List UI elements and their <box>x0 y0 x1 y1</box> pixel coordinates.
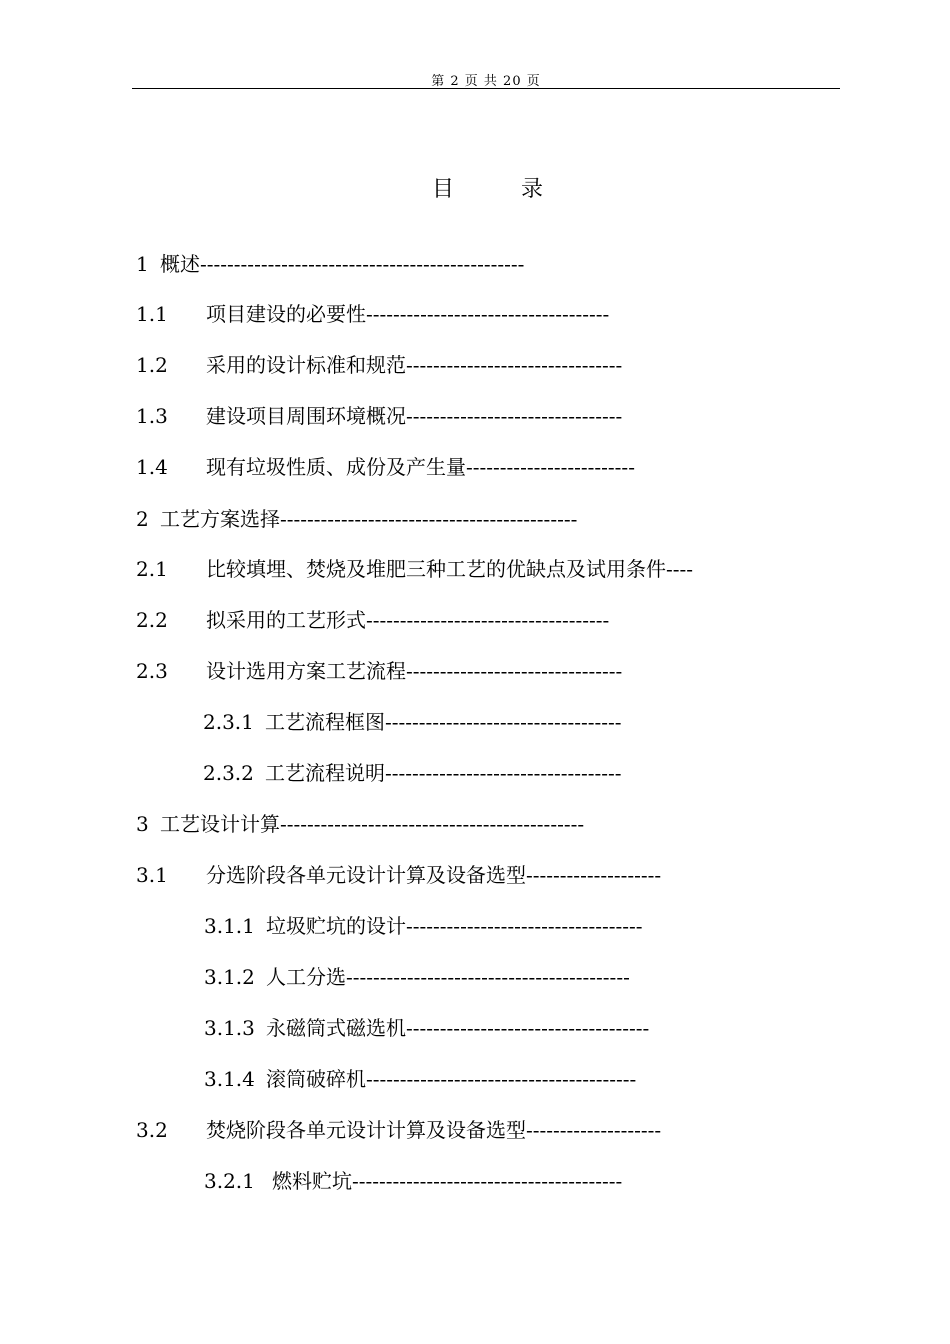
toc-entry-number: 3.1 <box>136 863 168 887</box>
toc-entry-label: 项目建设的必要性 <box>206 302 366 326</box>
toc-entry-3-1-1[interactable] <box>204 914 643 938</box>
toc-entry-number: 3 <box>136 812 149 836</box>
toc-entry-leader: ------------------------------------ <box>366 608 610 632</box>
toc-entry-leader: -------------------------------------------- <box>280 507 578 531</box>
toc-entry-number: 2.1 <box>136 557 168 581</box>
toc-entry-number: 3.1.3 <box>204 1016 255 1040</box>
toc-entry-leader: ---------------------------------------- <box>366 1067 637 1091</box>
toc-entry-leader: ---------------------------------------- <box>352 1169 623 1193</box>
toc-entry-number: 2 <box>136 507 149 531</box>
toc-entry-1-2[interactable] <box>136 353 622 377</box>
toc-entry-label: 焚烧阶段各单元设计计算及设备选型 <box>206 1118 526 1142</box>
toc-entry-number: 2.3.2 <box>203 761 254 785</box>
toc-entry-label: 滚筒破碎机 <box>266 1067 366 1091</box>
toc-entry-leader: ---- <box>666 557 694 581</box>
toc-entry-number: 3.1.2 <box>204 965 255 989</box>
toc-entry-2-3[interactable] <box>136 659 622 683</box>
toc-entry-number: 2.3 <box>136 659 168 683</box>
toc-entry-leader: --------------------------------------------- <box>280 812 585 836</box>
toc-entry-label: 工艺方案选择 <box>160 507 280 531</box>
toc-entry-leader: -------------------------------- <box>406 353 623 377</box>
toc-entry-label: 工艺流程说明 <box>265 761 385 785</box>
toc-entry-label: 垃圾贮坑的设计 <box>266 914 406 938</box>
toc-entry-label: 拟采用的工艺形式 <box>206 608 366 632</box>
toc-entry-leader: ------------------------------------------------ <box>200 252 525 276</box>
toc-entry-2-3-1[interactable] <box>203 710 622 734</box>
toc-entry-number: 1 <box>136 252 149 276</box>
toc-title-left: 目 <box>431 177 454 202</box>
toc-entry-label: 永磁筒式磁选机 <box>266 1016 406 1040</box>
toc-entry-2-2[interactable] <box>136 608 609 632</box>
toc-entry-2-3-2[interactable] <box>203 761 622 785</box>
toc-entry-label: 比较填埋、焚烧及堆肥三种工艺的优缺点及试用条件 <box>206 557 666 581</box>
toc-title-right: 录 <box>521 177 544 202</box>
toc-entry-leader: ------------------------- <box>466 455 635 479</box>
toc-entry-label: 燃料贮坑 <box>272 1169 352 1193</box>
toc-entry-number: 3.1.4 <box>204 1067 255 1091</box>
toc-entry-leader: ----------------------------------- <box>385 761 622 785</box>
toc-entry-leader: ----------------------------------- <box>385 710 622 734</box>
toc-entry-leader: ------------------------------------------ <box>346 965 630 989</box>
toc-entry-label: 概述 <box>160 252 200 276</box>
toc-entry-number: 1.1 <box>136 302 168 326</box>
toc-entry-number: 1.2 <box>136 353 168 377</box>
toc-entry-2[interactable] <box>136 507 577 531</box>
toc-title <box>0 172 950 203</box>
toc-entry-leader: -------------------- <box>526 863 662 887</box>
toc-entry-label: 分选阶段各单元设计计算及设备选型 <box>206 863 526 887</box>
toc-entry-leader: -------------------- <box>526 1118 662 1142</box>
toc-entry-number: 3.1.1 <box>204 914 255 938</box>
toc-entry-1-3[interactable] <box>136 404 622 428</box>
toc-entry-leader: -------------------------------- <box>406 659 623 683</box>
toc-entry-number: 1.4 <box>136 455 168 479</box>
toc-entry-label: 现有垃圾性质、成份及产生量 <box>206 455 466 479</box>
toc-entry-3-2-1[interactable] <box>204 1169 622 1193</box>
toc-entry-1[interactable] <box>136 252 524 276</box>
toc-entry-1-4[interactable] <box>136 455 635 479</box>
toc-entry-3-2[interactable] <box>136 1118 661 1142</box>
toc-entry-number: 1.3 <box>136 404 168 428</box>
toc-entry-number: 2.2 <box>136 608 168 632</box>
toc-entry-3-1[interactable] <box>136 863 661 887</box>
toc-entry-2-1[interactable] <box>136 557 693 581</box>
toc-entry-label: 工艺流程框图 <box>265 710 385 734</box>
toc-entry-label: 建设项目周围环境概况 <box>206 404 406 428</box>
toc-entry-label: 采用的设计标准和规范 <box>206 353 406 377</box>
page-number-header: 第 2 页 共 20 页 <box>431 74 541 89</box>
toc-entry-3-1-3[interactable] <box>204 1016 649 1040</box>
toc-entry-number: 2.3.1 <box>203 710 254 734</box>
toc-entry-number: 3.2.1 <box>204 1169 255 1193</box>
toc-entry-label: 工艺设计计算 <box>160 812 280 836</box>
toc-entry-1-1[interactable] <box>136 302 609 326</box>
header-divider <box>132 88 840 89</box>
toc-entry-label: 设计选用方案工艺流程 <box>206 659 406 683</box>
toc-entry-leader: -------------------------------- <box>406 404 623 428</box>
toc-entry-label: 人工分选 <box>266 965 346 989</box>
toc-entry-3-1-2[interactable] <box>204 965 630 989</box>
toc-entry-leader: ------------------------------------ <box>366 302 610 326</box>
toc-entry-leader: ----------------------------------- <box>406 914 643 938</box>
toc-entry-leader: ------------------------------------ <box>406 1016 650 1040</box>
toc-entry-3-1-4[interactable] <box>204 1067 636 1091</box>
toc-entry-3[interactable] <box>136 812 584 836</box>
toc-entry-number: 3.2 <box>136 1118 168 1142</box>
